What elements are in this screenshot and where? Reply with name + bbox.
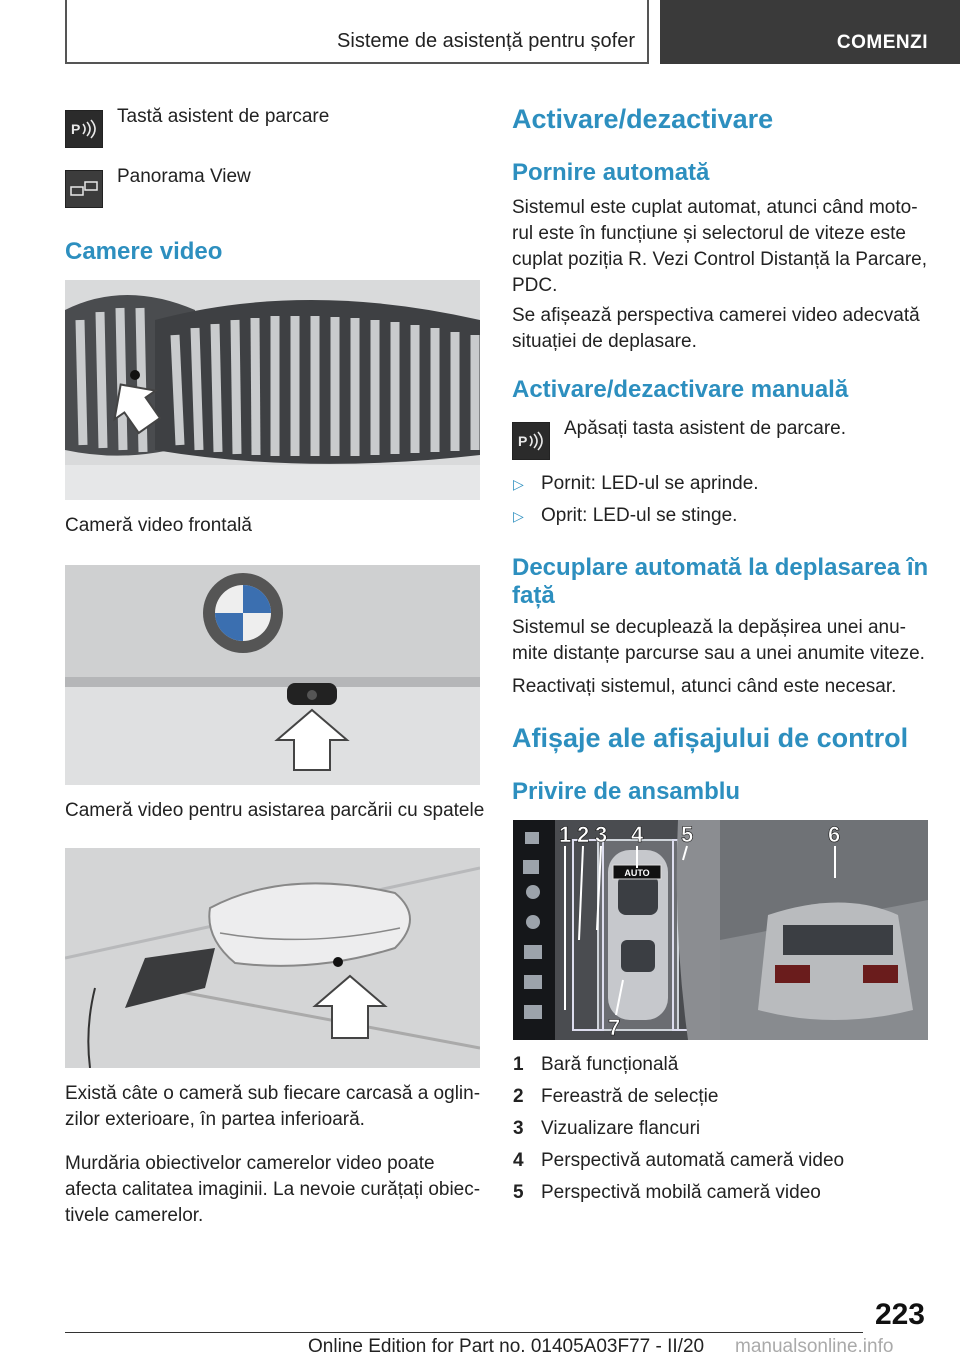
parking-assist-key-icon [65,110,103,148]
heading-overview: Privire de ansamblu [512,778,741,805]
page-number: 223 [874,1298,925,1331]
parking-assist-key-row [65,106,485,150]
legend-item-1: 1 Bară funcțională [513,1054,679,1075]
panorama-view-key-icon [65,170,103,208]
heading-decouple [512,554,928,610]
heading-display: Afișaje ale afișajului de control [512,723,909,753]
camera-perspective-line-2: situației de deplasare. [512,331,697,352]
svg-text:P: P [71,121,81,137]
panorama-view-key-row [65,166,485,210]
legend-item-2: 2 Fereastră de selecție [513,1086,719,1107]
mirror-camera-line-1: Există câte o cameră sub fiecare carcasă a oglin- [65,1083,481,1104]
auto-start-line-2: rul este în funcțiune și selectorul de viteze este [512,223,906,244]
camera-perspective-paragraph [512,303,920,355]
screen-label-6: 6 [828,822,841,847]
triangle-bullet-icon: ▷ [513,508,524,524]
footer-edition: Online Edition for Part no. 01405A03F77 - II/20 [308,1336,705,1357]
triangle-bullet-icon: ▷ [513,476,524,492]
camera-perspective-line-1: Se afișează perspectiva camerei video adecvată [512,305,920,326]
lens-cleaning-line-1: Murdăria obiectivelor camerelor video poate [65,1153,435,1174]
header-section-box [65,0,649,64]
auto-start-line-3: cuplat poziția R. Vezi Control Distanță la Parcare, [512,249,928,270]
bullet-off: ▷ Oprit: LED-ul se stinge. [513,505,738,526]
legend-item-3: 3 Vizualizare flancuri [513,1118,701,1139]
auto-start-line-1: Sistemul este cuplat automat, atunci când moto- [512,197,918,218]
screen-label-2: 2 [577,822,590,847]
heading-activation: Activare/dezactivare [512,104,774,134]
auto-start-line-4: PDC. [512,275,558,296]
heading-decouple-line-1: Decuplare automată la deplasarea în [512,554,929,581]
mirror-camera-paragraph [65,1081,480,1133]
svg-text:P: P [518,433,528,449]
header-chapter-tab[interactable] [660,0,960,64]
lens-cleaning-line-3: tivele camerelor. [65,1205,204,1226]
reactivate-paragraph: Reactivați sistemul, atunci când este necesar. [512,676,897,697]
footer-divider [65,1332,863,1333]
decouple-paragraph [512,615,925,667]
mirror-camera-line-2: zilor exterioare, în partea inferioară. [65,1109,365,1130]
screen-label-5: 5 [681,822,694,847]
panorama-view-key-label: Panorama View [117,166,251,187]
auto-badge: AUTO [624,868,650,878]
heading-auto-start: Pornire automată [512,159,710,186]
caption-rear-camera: Cameră video pentru asistarea parcării cu spatele [65,800,485,821]
heading-manual: Activare/dezactivare manuală [512,376,849,403]
header-chapter-title: COMENZI [836,32,928,53]
parking-assist-key-label: Tastă asistent de parcare [117,106,330,127]
screen-label-4: 4 [631,822,644,847]
screen-label-1: 1 [559,822,572,847]
auto-start-paragraph [512,195,927,299]
lens-cleaning-paragraph [65,1151,480,1229]
lens-cleaning-line-2: afecta calitatea imaginii. La nevoie curățați obiec- [65,1179,481,1200]
manual-key-row [512,418,932,462]
rear-camera-photo [65,565,480,785]
control-display-screen [513,820,928,1040]
manual-key-label: Apăsați tasta asistent de parcare. [564,418,846,439]
header-section-title: Sisteme de asistență pentru șofer [337,30,635,52]
legend-item-5: 5 Perspectivă mobilă cameră video [513,1182,821,1203]
screen-label-3: 3 [595,822,608,847]
heading-cameras: Camere video [65,238,223,265]
heading-decouple-line-2: față [512,582,555,609]
front-camera-photo [65,280,480,500]
decouple-line-2: mite distanțe parcurse sau a unei anumite viteze. [512,643,925,664]
legend-item-4: 4 Perspectivă automată cameră video [513,1150,845,1171]
decouple-line-1: Sistemul se decuplează la depășirea unei anu- [512,617,906,638]
bullet-on: ▷ Pornit: LED-ul se aprinde. [513,473,759,494]
parking-assist-key-icon [512,422,550,460]
caption-front-camera: Cameră video frontală [65,515,252,536]
watermark: manualsonline.info [735,1336,894,1357]
screen-label-7: 7 [608,1015,621,1040]
side-mirror-camera-photo [65,848,480,1068]
